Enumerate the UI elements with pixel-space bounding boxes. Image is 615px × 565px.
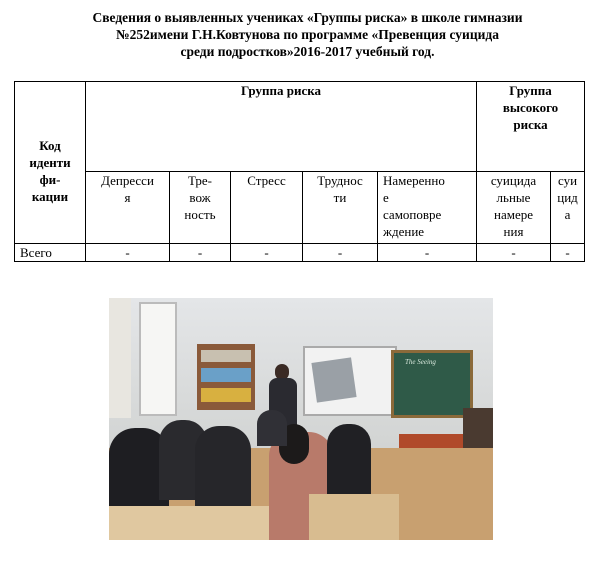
cell-value: - <box>170 244 231 262</box>
title-line-1: Сведения о выявленных учениках «Группы риска» в школе гимназии <box>92 10 523 25</box>
header-selfharm: Намеренно е самоповре ждение <box>378 172 477 244</box>
header-depression: Депресси я <box>86 172 170 244</box>
table-row <box>15 244 585 262</box>
cell-value: - <box>477 244 551 262</box>
cell-value: - <box>231 244 303 262</box>
header-risk-group: Группа риска <box>86 82 477 172</box>
header-stress: Стресс <box>231 172 303 244</box>
chalkboard-text: The Seeing <box>405 358 436 366</box>
cell-value: - <box>551 244 585 262</box>
document-title <box>0 9 615 60</box>
classroom-photo <box>109 298 493 540</box>
risk-group-table <box>14 81 585 262</box>
title-line-3: среди подростков»2016-2017 учебный год. <box>180 44 435 59</box>
cell-value: - <box>378 244 477 262</box>
header-anxiety: Тре- вож ность <box>170 172 231 244</box>
header-suicide: суи цид а <box>551 172 585 244</box>
row-label-total: Всего <box>15 244 86 262</box>
header-high-risk-group: Группа высокого риска <box>477 82 585 172</box>
header-code: Код иденти фи- кации <box>15 82 86 244</box>
header-difficulties: Труднос ти <box>303 172 378 244</box>
header-suicidal-intent: суицида льные намере ния <box>477 172 551 244</box>
cell-value: - <box>86 244 170 262</box>
title-line-2: №252имени Г.Н.Ковтунова по программе «Превенция суицида <box>116 27 499 42</box>
cell-value: - <box>303 244 378 262</box>
